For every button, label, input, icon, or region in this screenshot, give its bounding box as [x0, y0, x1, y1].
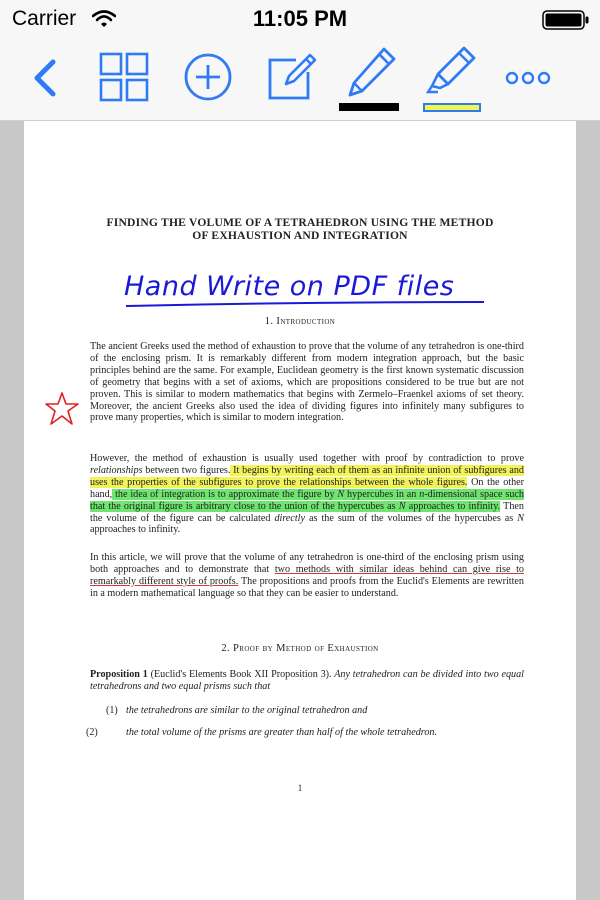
back-button[interactable]: [20, 38, 70, 120]
para2-italic: relationships: [90, 464, 143, 476]
document-title-line-1: FINDING THE VOLUME OF A TETRAHEDRON USING THE METHOD: [106, 216, 494, 229]
green-highlight-var: n: [419, 488, 425, 500]
list-number: (2): [86, 727, 98, 738]
add-button[interactable]: [180, 38, 236, 120]
pdf-page[interactable]: [24, 121, 576, 900]
green-highlight-var: N: [398, 500, 406, 512]
grid-icon: [96, 38, 154, 120]
more-button[interactable]: [502, 38, 554, 120]
red-underline-annotation[interactable]: two methods with similar ideas behind can give rise to remarkably different style of proofs.: [90, 563, 524, 587]
pen-tool-button[interactable]: [334, 38, 406, 120]
list-item: [86, 727, 524, 739]
green-highlight[interactable]: [90, 489, 524, 512]
document-title-line-2: OF EXHAUSTION AND INTEGRATION: [192, 229, 408, 242]
handwritten-text: Hand Write on PDF files: [124, 271, 455, 302]
star-annotation[interactable]: [44, 391, 80, 432]
green-highlight-var: N: [337, 488, 345, 500]
para3-text: In this article, we will prove that the volume of any tetrahedron is one-third of the enclosing prism using both approaches and to demonstrate that: [90, 552, 524, 575]
document-title: [64, 216, 536, 242]
edit-square-icon: [262, 38, 320, 120]
page-number: 1: [297, 783, 303, 793]
battery-icon: [542, 10, 590, 35]
para2-text: On the other hand,: [90, 476, 524, 500]
plus-circle-icon: [180, 38, 236, 120]
paragraph-3: [90, 552, 524, 600]
toolbar: [0, 38, 600, 121]
chevron-left-icon: [20, 38, 70, 120]
handwritten-annotation[interactable]: [124, 261, 504, 316]
more-dots-icon: [502, 38, 554, 120]
edit-button[interactable]: [262, 38, 320, 120]
para2-italic: N: [517, 512, 524, 524]
yellow-highlight[interactable]: It begins by writing each of them as an infinite union of subfigures and uses the properties of the subfigures to prove the relationships between the whole figures.: [90, 464, 524, 488]
green-highlight-text: -dimensional space such that the original figure is arbitrary close to the union of the hypercubes as: [90, 488, 524, 512]
proposition-statement: Any tetrahedron can be divided into two equal tetrahedrons and two equal prisms such that: [90, 669, 524, 692]
clock: 11:05 PM: [252, 6, 348, 31]
paragraph-2: [90, 453, 524, 536]
para3-text: The propositions and proofs from the Euclid's Elements are rewritten in a modern mathematical language so that they can be easier to understand.: [90, 575, 524, 599]
thumbnails-button[interactable]: [96, 38, 154, 120]
highlighter-color-swatch: [423, 103, 481, 112]
proposition-label: Proposition 1: [90, 669, 148, 680]
proposition-source: (Euclid's Elements Book XII Proposition 3).: [147, 669, 332, 680]
section-1-heading: 1. Introduction: [264, 316, 336, 327]
para2-text: Then the volume of the figure can be calculated: [90, 500, 524, 524]
carrier-label: Carrier: [12, 7, 77, 30]
status-bar: [0, 0, 600, 38]
list-text: the tetrahedrons are similar to the original tetrahedron and: [126, 705, 368, 716]
pen-color-swatch: [339, 103, 399, 111]
para2-text: between two figures.: [142, 464, 231, 476]
list-number: (1): [106, 705, 118, 716]
proposition-1: [90, 669, 524, 693]
green-highlight-text: the idea of integration is to approximate the figure by: [112, 488, 338, 500]
para2-text: approaches to infinity.: [90, 524, 181, 536]
section-2-heading: 2. Proof by Method of Exhaustion: [221, 643, 379, 654]
paragraph-1: The ancient Greeks used the method of exhaustion to prove that the volume of any tetrahedron is one-third of the enclosing prism. It is remarkably different from modern integration approach, but the basic principles behind are the same. For example, Euclidean geometry is the first known systematic discussion of geometry that begins with a set of axioms, which are propositions considered to be true but are not proven. This is similar to modern mathematics that begins with Zermelo–Fraenkel axioms of set theory. Moreover, the ancient Greeks also used the idea of dividing figures into infinitely many subfigures to prove many properties, which is similar to modern integration.: [90, 341, 524, 424]
list-item: [106, 705, 524, 717]
para2-text: as the sum of the volumes of the hypercubes as: [305, 512, 518, 524]
list-text: the total volume of the prisms are greater than half of the whole tetrahedron.: [126, 727, 438, 738]
para2-italic: directly: [274, 512, 305, 524]
green-highlight-text: approaches to infinity.: [405, 500, 501, 512]
green-highlight-text: hypercubes in an: [344, 488, 420, 500]
highlighter-tool-button[interactable]: [418, 38, 488, 120]
pdf-viewer[interactable]: [0, 121, 600, 900]
para2-text: However, the method of exhaustion is usually used together with proof by contradiction to prove: [90, 453, 524, 464]
